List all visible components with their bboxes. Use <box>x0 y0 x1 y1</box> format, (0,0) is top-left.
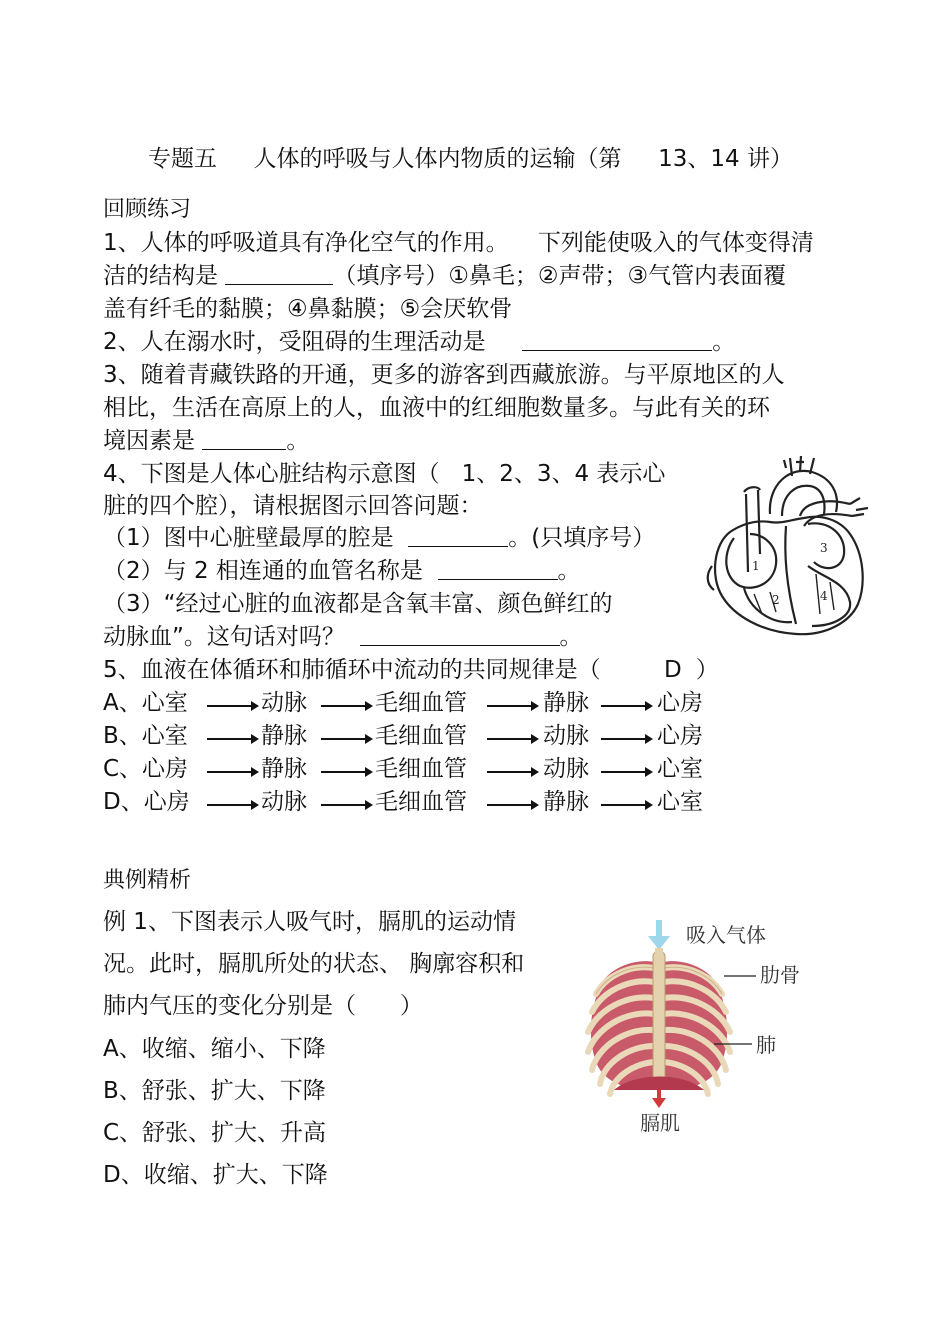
option-step: 静脉 <box>261 723 307 749</box>
label-diaphragm: 膈肌 <box>640 1111 680 1135</box>
option-label: B、心室 <box>103 723 188 749</box>
review-heading: 回顾练习 <box>103 197 192 222</box>
label-rib: 肋骨 <box>760 963 800 987</box>
arrow-icon <box>601 767 653 777</box>
arrow-icon <box>321 701 373 711</box>
example-option-d[interactable]: D、收缩、扩大、下降 <box>103 1162 328 1188</box>
option-step: 心房 <box>657 690 703 716</box>
heart-label-3: 3 <box>820 541 828 555</box>
option-step: 动脉 <box>261 690 307 716</box>
option-step: 心室 <box>657 756 703 782</box>
q4-sub3-line1: （3）“经过心脏的血液都是含氧丰富、颜色鲜红的 <box>103 591 613 617</box>
q5-option-c[interactable] <box>103 753 723 786</box>
q5-option-d[interactable] <box>103 786 723 819</box>
arrow-icon <box>601 701 653 711</box>
inhale-arrow-icon <box>648 920 670 950</box>
option-label: D、心房 <box>103 789 190 815</box>
option-step: 毛细血管 <box>375 690 467 716</box>
q1-line1: 1、人体的呼吸道具有净化空气的作用。 下列能使吸入的气体变得清 <box>103 230 814 256</box>
option-step: 动脉 <box>543 756 589 782</box>
q3-line1: 3、随着青藏铁路的开通，更多的游客到西藏旅游。与平原地区的人 <box>103 362 785 388</box>
option-step: 动脉 <box>543 723 589 749</box>
q2-text: 2、人在溺水时，受阻碍的生理活动是 <box>103 329 523 355</box>
q5-option-b[interactable] <box>103 720 723 753</box>
q5-answer-letter: D <box>664 657 682 683</box>
arrow-icon <box>321 767 373 777</box>
ribcage-diagram <box>574 912 814 1144</box>
q2-line <box>103 326 735 359</box>
q4-sub3-text: 动脉血”。这句话对吗？ <box>103 624 360 650</box>
q1-line2 <box>103 260 786 293</box>
heart-label-2: 2 <box>772 593 780 607</box>
heart-label-4: 4 <box>820 589 828 603</box>
option-label: A、心室 <box>103 690 188 716</box>
option-step: 毛细血管 <box>375 789 467 815</box>
arrow-icon <box>601 734 653 744</box>
q3-line2: 相比，生活在高原上的人，血液中的红细胞数量多。与此有关的环 <box>103 395 770 421</box>
q5-close-paren: ） <box>695 657 719 683</box>
q4-sub2-blank[interactable] <box>438 557 558 580</box>
q1-text-2: （填序号）①鼻毛；②声带；③气管内表面覆 <box>333 263 787 289</box>
q2-period: 。 <box>712 329 736 355</box>
example-line3: 肺内气压的变化分别是（ ） <box>103 993 423 1019</box>
q1-answer-blank[interactable] <box>225 262 333 285</box>
option-step: 心室 <box>657 789 703 815</box>
arrow-icon <box>487 767 539 777</box>
arrow-icon <box>487 800 539 810</box>
example-heading: 典例精析 <box>103 868 192 893</box>
option-step: 动脉 <box>261 789 307 815</box>
arrow-icon <box>487 734 539 744</box>
example-option-c[interactable]: C、舒张、扩大、升高 <box>103 1120 327 1146</box>
q5-answer <box>664 654 719 687</box>
diaphragm-arrow-icon <box>652 1090 666 1108</box>
arrow-icon <box>207 767 259 777</box>
q4-sub2-text: （2）与 2 相连通的血管名称是 <box>103 558 438 584</box>
q3-period: 。 <box>286 428 310 454</box>
q4-line2: 脏的四个腔），请根据图示回答问题： <box>103 493 483 519</box>
arrow-icon <box>207 701 259 711</box>
q1-line3: 盖有纤毛的黏膜；④鼻黏膜；⑤会厌软骨 <box>103 296 513 322</box>
q4-sub2 <box>103 555 581 588</box>
q4-sub3-line2 <box>103 621 583 654</box>
option-step: 毛细血管 <box>375 723 467 749</box>
q5-option-a[interactable] <box>103 687 723 720</box>
q4-sub1 <box>103 522 655 555</box>
example-line2: 况。此时，膈肌所处的状态、 胸廓容积和 <box>103 951 525 977</box>
q5-stem: 5、血液在体循环和肺循环中流动的共同规律是（ <box>103 657 601 683</box>
example-option-a[interactable]: A、收缩、缩小、下降 <box>103 1036 326 1062</box>
option-step: 心房 <box>657 723 703 749</box>
example-line1: 例 1、下图表示人吸气时，膈肌的运动情 <box>103 909 516 935</box>
q4-sub2-period: 。 <box>557 558 581 584</box>
arrow-icon <box>207 800 259 810</box>
example-option-b[interactable]: B、舒张、扩大、下降 <box>103 1078 326 1104</box>
q1-text: 洁的结构是 <box>103 263 226 289</box>
arrow-icon <box>321 800 373 810</box>
heart-label-1: 1 <box>752 559 760 573</box>
q4-sub1-blank[interactable] <box>408 524 508 547</box>
q4-sub1-hint: 。(只填序号） <box>508 525 656 551</box>
q2-answer-blank[interactable] <box>522 328 712 351</box>
q3-line3 <box>103 425 309 458</box>
page-title: 专题五 人体的呼吸与人体内物质的运输（第 13、14 讲） <box>148 146 793 172</box>
arrow-icon <box>321 734 373 744</box>
arrow-icon <box>487 701 539 711</box>
heart-diagram <box>700 454 878 640</box>
q3-answer-blank[interactable] <box>202 427 286 450</box>
label-lung: 肺 <box>756 1033 776 1057</box>
option-step: 静脉 <box>261 756 307 782</box>
q4-sub3-blank[interactable] <box>360 623 560 646</box>
arrow-icon <box>207 734 259 744</box>
label-inhale: 吸入气体 <box>686 923 766 947</box>
q4-sub1-text: （1）图中心脏壁最厚的腔是 <box>103 525 409 551</box>
option-label: C、心房 <box>103 756 189 782</box>
option-step: 毛细血管 <box>375 756 467 782</box>
option-step: 静脉 <box>543 690 589 716</box>
q4-sub3-period: 。 <box>559 624 583 650</box>
arrow-icon <box>601 800 653 810</box>
q3-text: 境因素是 <box>103 428 203 454</box>
option-step: 静脉 <box>543 789 589 815</box>
q4-line1: 4、下图是人体心脏结构示意图（ 1、2、3、4 表示心 <box>103 461 666 487</box>
